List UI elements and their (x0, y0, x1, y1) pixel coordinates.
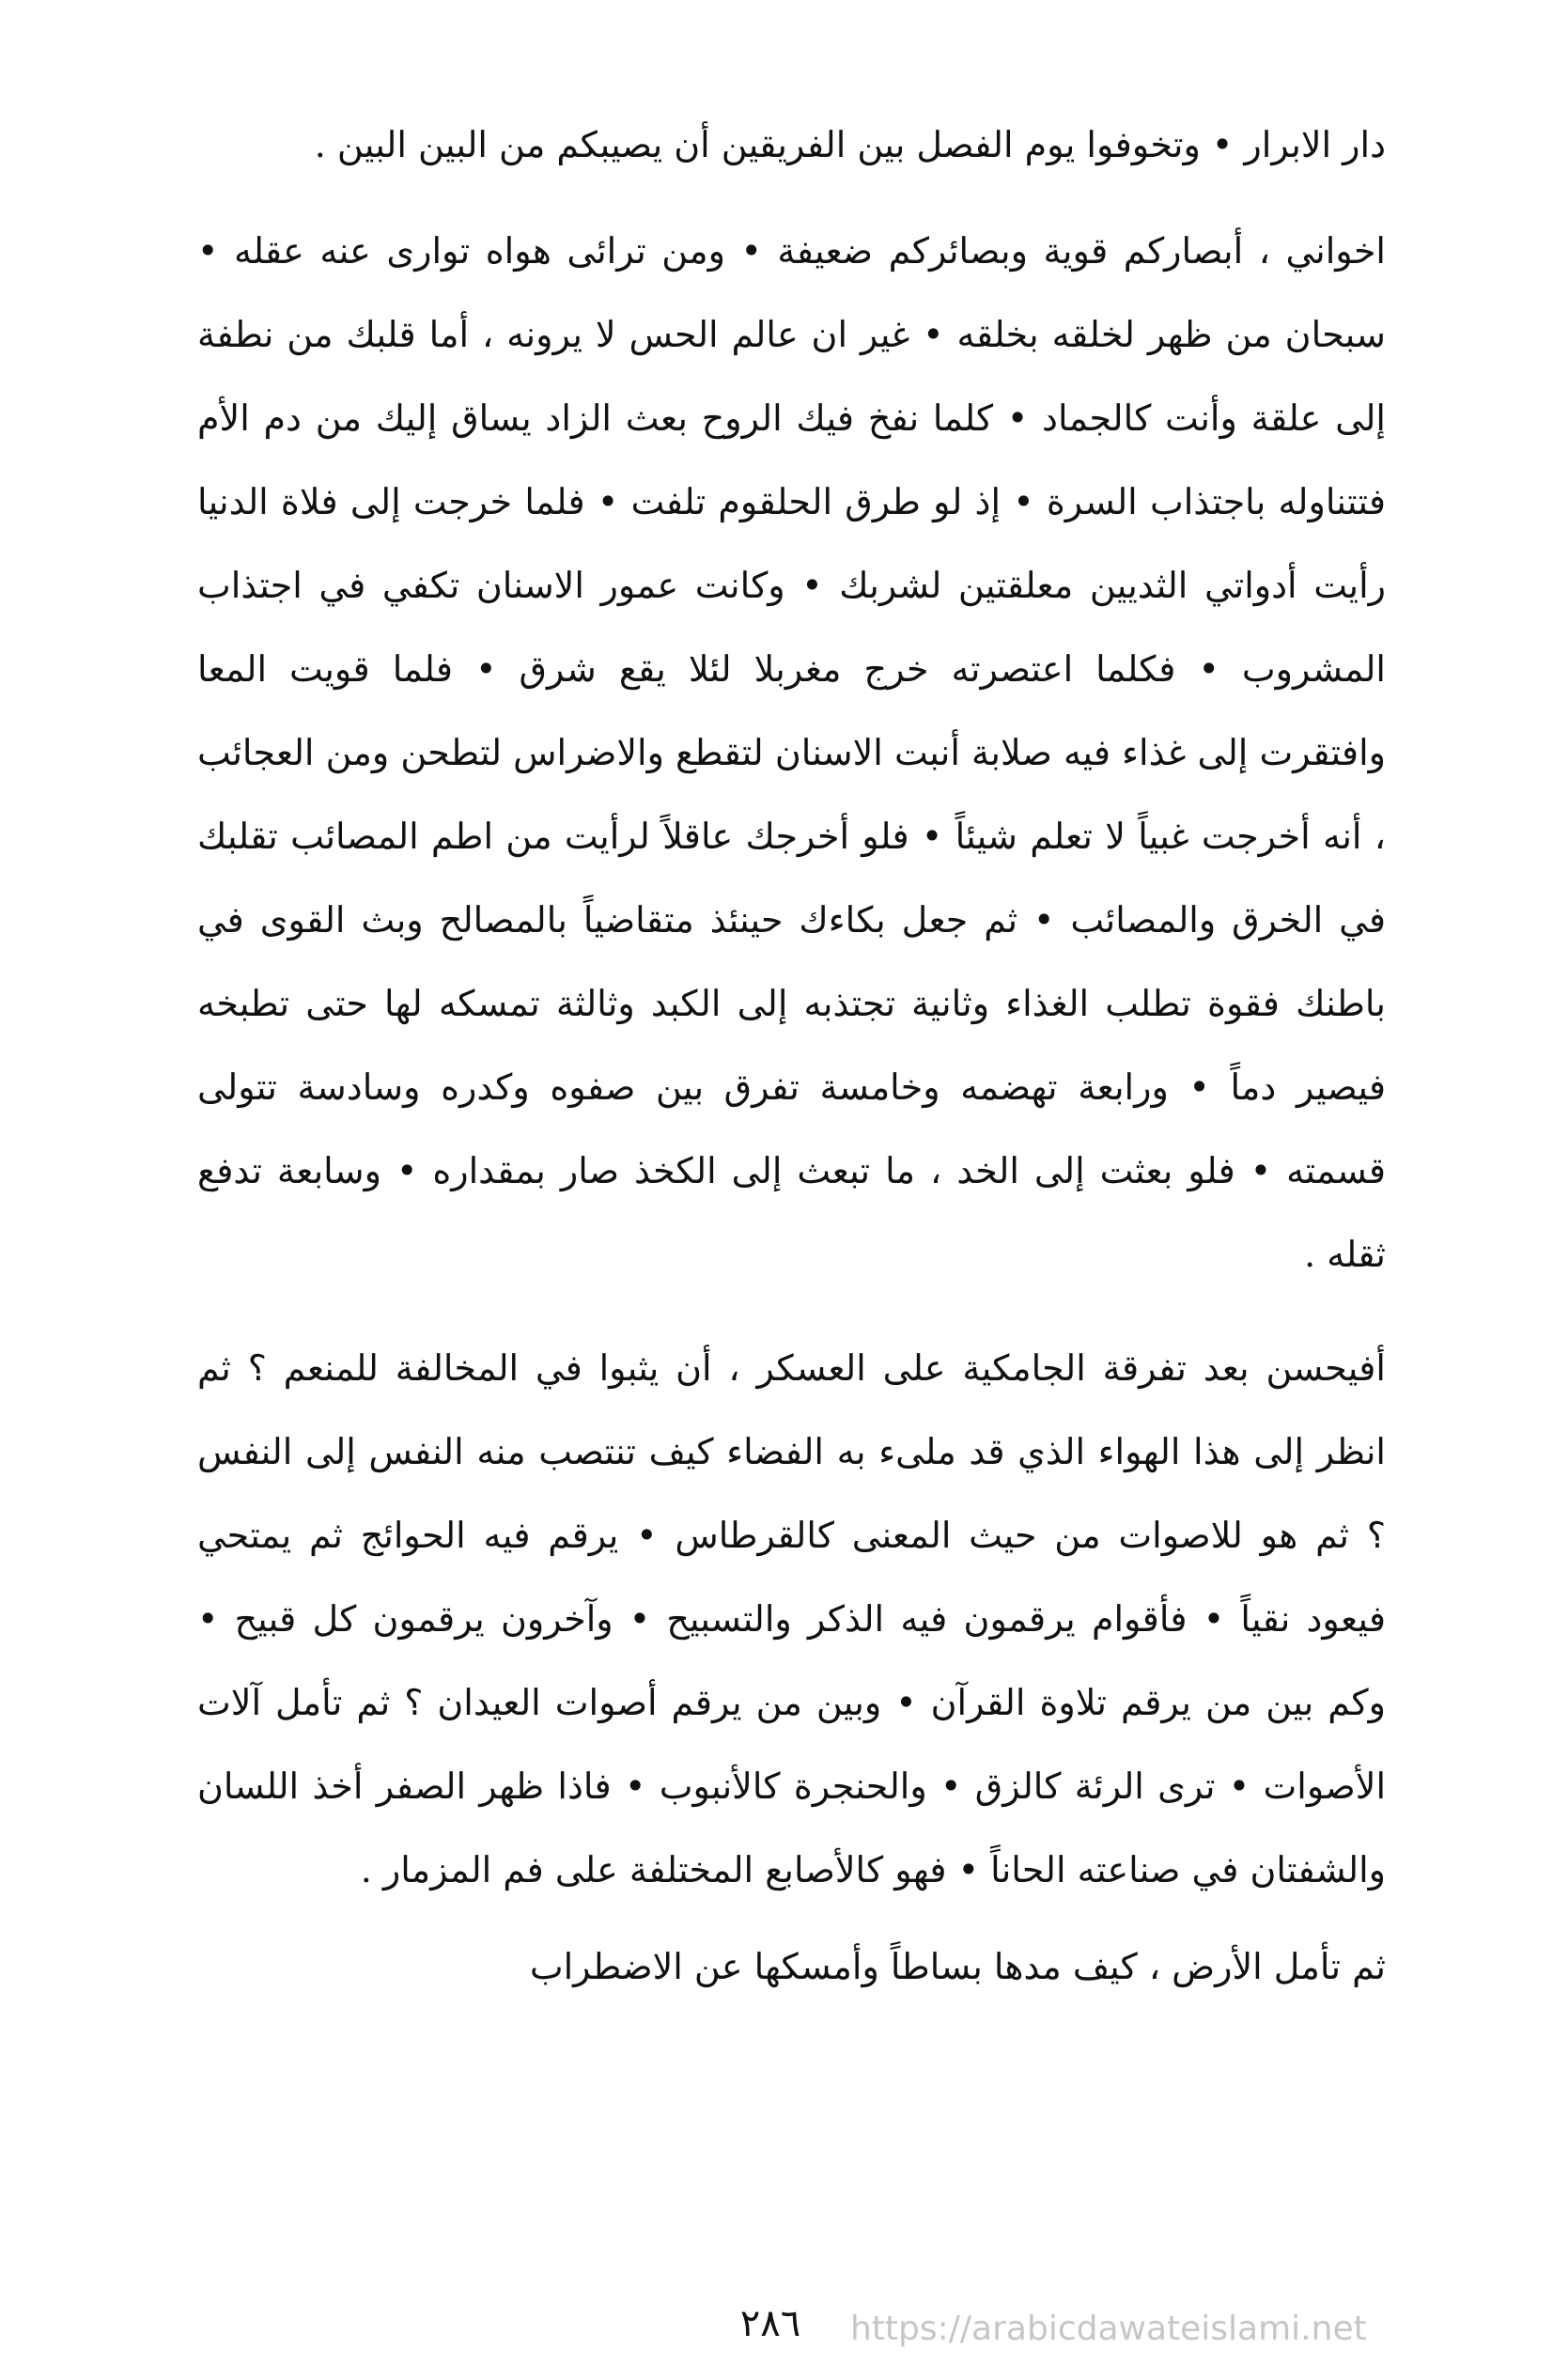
page-number: ٢٨٦ (739, 2302, 801, 2345)
watermark-url: https://arabicdawateislami.net (850, 2310, 1367, 2348)
page-text (197, 103, 1386, 2009)
paragraph-3: أفيحسن بعد تفرقة الجامكية على العسكر ، أن يثبوا في المخالفة للمنعم ؟ ثم انظر إلى هذا الهواء الذي قد ملىء به الفضاء كيف تنتصب منه النفس إلى النفس ؟ ثم هو للاصوات من حيث المعنى كالقرطاس • يرقم فيه الحوائج ثم يمتحي فيعود نقياً • فأقوام يرقمون فيه الذكر والتسبيح • وآخرون يرقمون كل قبيح • وكم بين من يرقم تلاوة القرآن • وبين من يرقم أصوات العيدان ؟ ثم تأمل آلات الأصوات • ترى الرئة كالزق • والحنجرة كالأنبوب • فاذا ظهر الصفر أخذ اللسان والشفتان في صناعته الحاناً • فهو كالأصابع المختلفة على فم المزمار . (197, 1347, 1386, 1890)
paragraph-2: اخواني ، أبصاركم قوية وبصائركم ضعيفة • ومن ترائى هواه توارى عنه عقله • سبحان من ظهر لخلقه بخلقه • غير ان عالم الحس لا يرونه ، أما قلبك من نطفة إلى علقة وأنت كالجماد • كلما نفخ فيك الروح بعث الزاد يساق إليك من دم الأم فتتناوله باجتذاب السرة • إذ لو طرق الحلقوم تلفت • فلما خرجت إلى فلاة الدنيا رأيت أدواتي الثديين معلقتين لشربك • وكانت عمور الاسنان تكفي في اجتذاب المشروب • فكلما اعتصرته خرج مغربلا لئلا يقع شرق • فلما قويت المعا وافتقرت إلى غذاء فيه صلابة أنبت الاسنان لتقطع والاضراس لتطحن ومن العجائب ، أنه أخرجت غبياً لا تعلم شيئاً • فلو أخرجك عاقلاً لرأيت من اطم المصائب تقلبك في الخرق والمصائب • ثم جعل بكاءك حينئذ متقاضياً بالمصالح وبث القوى في باطنك فقوة تطلب الغذاء وثانية تجتذبه إلى الكبد وثالثة تمسكه لها حتى تطبخه فيصير دماً • ورابعة تهضمه وخامسة تفرق بين صفوه وكدره وسادسة تتولى قسمته • فلو بعثت إلى الخد ، ما تبعث إلى الكخذ صار بمقداره • وسابعة تدفع ثقله . (197, 230, 1386, 1275)
paragraph-1: دار الابرار • وتخوفوا يوم الفصل بين الفريقين أن يصيبكم من البين البين . (314, 124, 1386, 165)
paragraph-4: ثم تأمل الأرض ، كيف مدها بساطاً وأمسكها عن الاضطراب (529, 1946, 1386, 1987)
